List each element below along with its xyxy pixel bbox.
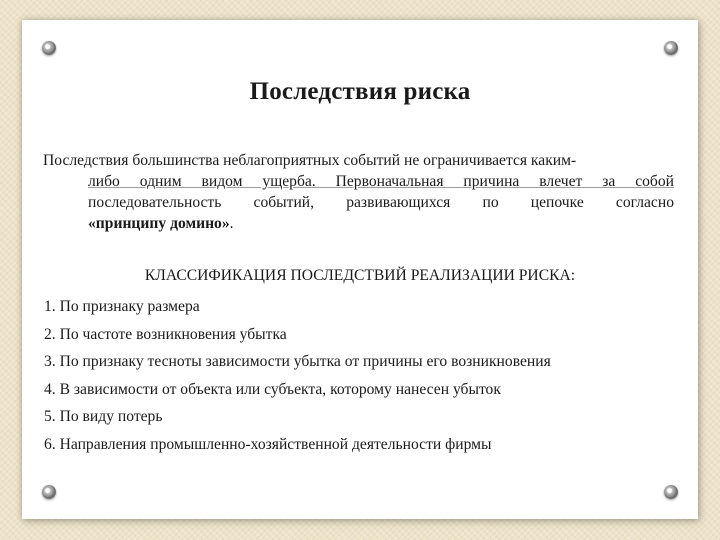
list-item: 3. По признаку тесноты зависимости убытка от причины его возникновения: [44, 353, 551, 370]
intro-line-4-end: .: [229, 215, 234, 232]
list-item: 6. Направления промышленно-хозяйственной деятельности фирмы: [44, 435, 492, 453]
list-item: 5. По виду потерь: [44, 408, 163, 425]
list-item: 4. В зависимости от объекта или субъекта, которому нанесен убыток: [44, 380, 501, 398]
intro-line-2: [43, 171, 674, 192]
pushpin-icon: [42, 41, 56, 55]
slide-title: Последствия риска: [249, 78, 471, 105]
domino-principle: «принципу домино»: [88, 215, 230, 232]
intro-line-3: последовательность событий, развивающихся по цепочке согласно: [88, 194, 674, 211]
pushpin-icon: [664, 41, 678, 55]
intro-line-2-text: либо одним видом ущерба. Первоначальная причина влечет за собой: [88, 173, 674, 190]
list-item: 2. По частоте возникновения убытка: [44, 325, 287, 343]
intro-paragraph: [43, 150, 674, 234]
list-item: 1. По признаку размера: [44, 298, 200, 315]
pushpin-icon: [664, 485, 678, 499]
intro-line-4: [43, 213, 674, 234]
classification-list: [44, 293, 551, 458]
intro-line-1: Последствия большинства неблагоприятных событий не ограничивается каким-: [43, 152, 577, 169]
pushpin-icon: [42, 485, 56, 499]
classification-heading: КЛАССИФИКАЦИЯ ПОСЛЕДСТВИЙ РЕАЛИЗАЦИИ РИСКА:: [144, 267, 576, 284]
